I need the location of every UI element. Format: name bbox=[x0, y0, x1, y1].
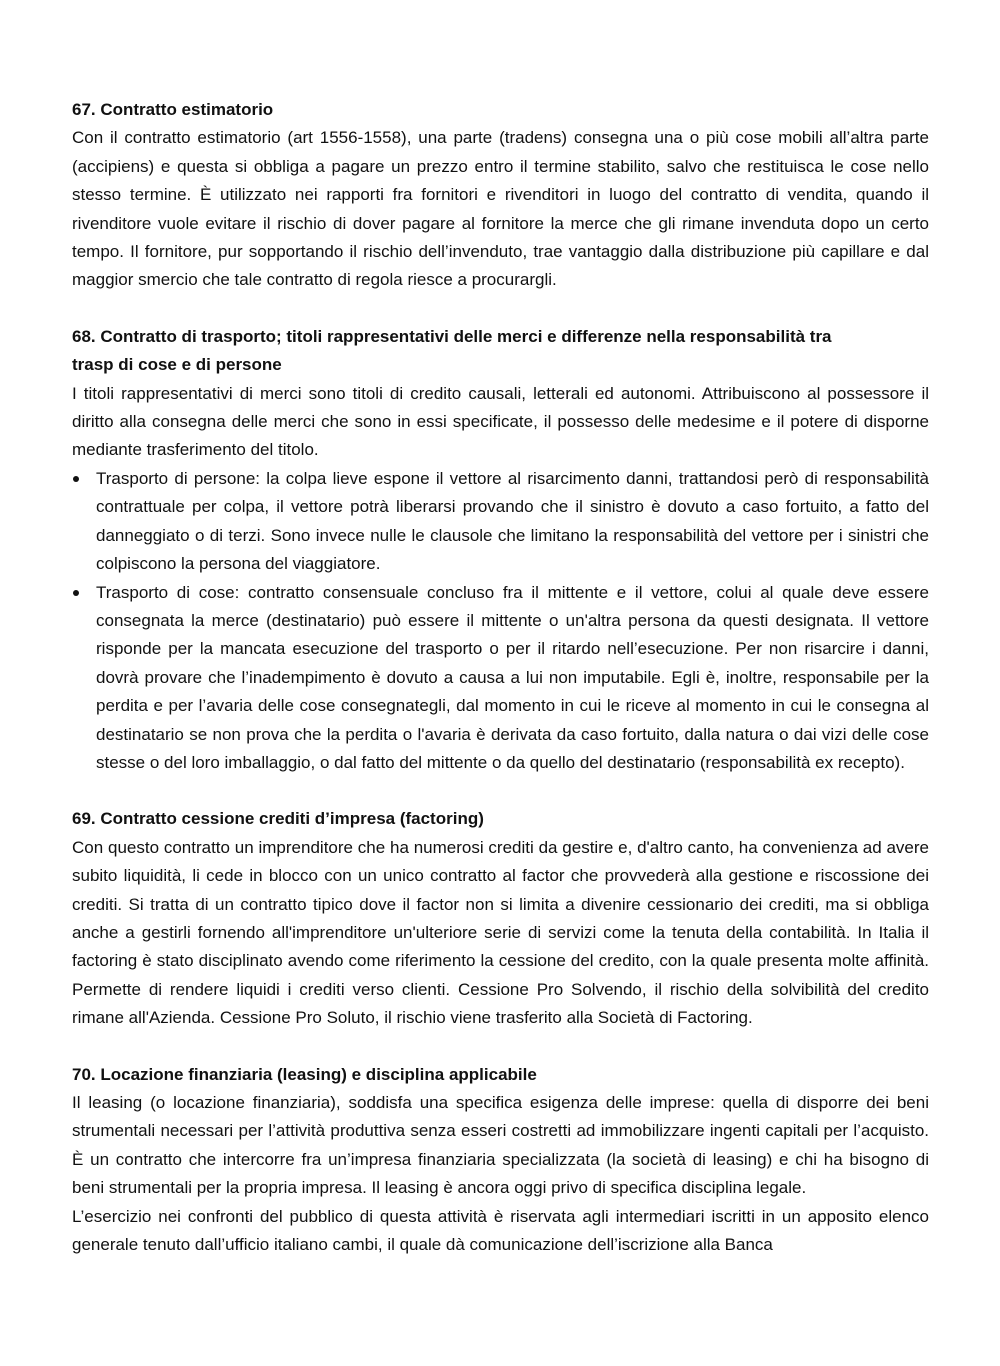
section-paragraph: L’esercizio nei confronti del pubblico di questa attività è riservata agli intermediari iscritti in un apposito elenco generale tenuto dall’ufficio italiano cambi, il quale dà comunicazione dell’iscrizione alla Banca bbox=[72, 1206, 929, 1255]
section-heading: 70. Locazione finanziaria (leasing) e disciplina applicabile bbox=[72, 1064, 537, 1084]
section-heading: 69. Contratto cessione crediti d’impresa (factoring) bbox=[72, 809, 484, 829]
section-heading-line: trasp di cose e di persone bbox=[72, 355, 282, 375]
bullet-item bbox=[72, 465, 929, 579]
section-70 bbox=[72, 1061, 929, 1260]
bullet-icon bbox=[73, 476, 79, 482]
section-paragraph: Con il contratto estimatorio (art 1556-1558), una parte (tradens) consegna una o più cose mobili all’altra parte (accipiens) e questa si obbliga a pagare un prezzo entro il termine stabilito, salvo che restituisca le cose nello stesso termine. È utilizzato nei rapporti fra fornitori e rivenditori in luogo del contratto di vendita, quando il rivenditore vuole evitare il rischio di dover pagare al fornitore la merce che gli rimane invenduta dopo un certo tempo. Il fornitore, pur sopportando il rischio dell’invenduto, trae vantaggio dalla distribuzione più capillare e dal maggior smercio che tale contratto di regola riesce a procurargli. bbox=[72, 128, 929, 290]
bullet-item bbox=[72, 579, 929, 778]
bullet-text: Trasporto di persone: la colpa lieve espone il vettore al risarcimento danni, trattandosi però di responsabilità contrattuale per colpa, il vettore potrà liberarsi provando che il sinistro è dovuto a caso fortuito, a fatto del danneggiato o di terzi. Sono invece nulle le clausole che limitano la responsabilità del vettore per i sinistri che colpiscono la persona del viaggiatore. bbox=[96, 468, 929, 574]
bullet-text: Trasporto di cose: contratto consensuale concluso fra il mittente e il vettore, colui al quale deve essere consegnata la merce (destinatario) può essere il mittente o un'altra persona da questi designata. Il vettore risponde per la mancata esecuzione del trasporto o per il ritardo nell’esecuzione. Per non risarcire i danni, dovrà provare che l’inadempimento è dovuto a causa a lui non imputabile. Egli è, inoltre, responsabile per la perdita e per l’avaria delle cose consegnategli, dal momento in cui le riceve al momento in cui le consegna al destinatario se non prova che la perdita o l'avaria è derivata da caso fortuito, dalla natura o dai vizi delle cose stesse o del loro imballaggio, o dal fatto del mittente o da quello del destinatario (responsabilità ex recepto). bbox=[96, 582, 929, 772]
section-68 bbox=[72, 323, 929, 778]
section-heading: 67. Contratto estimatorio bbox=[72, 100, 274, 119]
section-paragraph: Con questo contratto un imprenditore che ha numerosi crediti da gestire e, d'altro canto, ha convenienza ad avere subito liquidità, li cede in blocco con un unico contratto al factor che provvederà alla gestione e riscossione dei crediti. Si tratta di un contratto tipico dove il factor non si limita a divenire cessionario dei crediti, ma si obbliga anche a gestirli fornendo all'imprenditore un'ulteriore serie di servizi come la tenuta della contabilità. In Italia il factoring è stato disciplinato avendo come riferimento la cessione del credito, con la quale presenta molte affinità. Permette di rendere liquidi i crediti verso clienti. Cessione Pro Solvendo, il rischio della solvibilità del credito rimane all'Azienda. Cessione Pro Soluto, il rischio viene trasferito alla Società di Factoring. bbox=[72, 837, 929, 1028]
bullet-list bbox=[72, 465, 929, 777]
section-heading bbox=[72, 323, 929, 380]
section-heading-line: 68. Contratto di trasporto; titoli rappresentativi delle merci e differenze nella responsabilità tra bbox=[72, 326, 832, 346]
bullet-icon bbox=[73, 590, 79, 596]
section-67 bbox=[72, 96, 929, 295]
section-69 bbox=[72, 805, 929, 1032]
document-page bbox=[72, 96, 929, 1287]
section-paragraph: I titoli rappresentativi di merci sono titoli di credito causali, letterali ed autonomi. Attribuiscono al possessore il diritto alla consegna delle merci che sono in essi specificate, il possesso delle medesime e il potere di disporne mediante trasferimento del titolo. bbox=[72, 383, 929, 460]
section-paragraph: Il leasing (o locazione finanziaria), soddisfa una specifica esigenza delle imprese: quella di disporre dei beni strumentali necessari per l’attività produttiva senza esseri costretti ad immobilizzare ingenti capitali per l’acquisto. È un contratto che intercorre fra un’impresa finanziaria specializzata (la società di leasing) e chi ha bisogno di beni strumentali per la propria impresa. Il leasing è ancora oggi privo di specifica disciplina legale. bbox=[72, 1093, 929, 1198]
